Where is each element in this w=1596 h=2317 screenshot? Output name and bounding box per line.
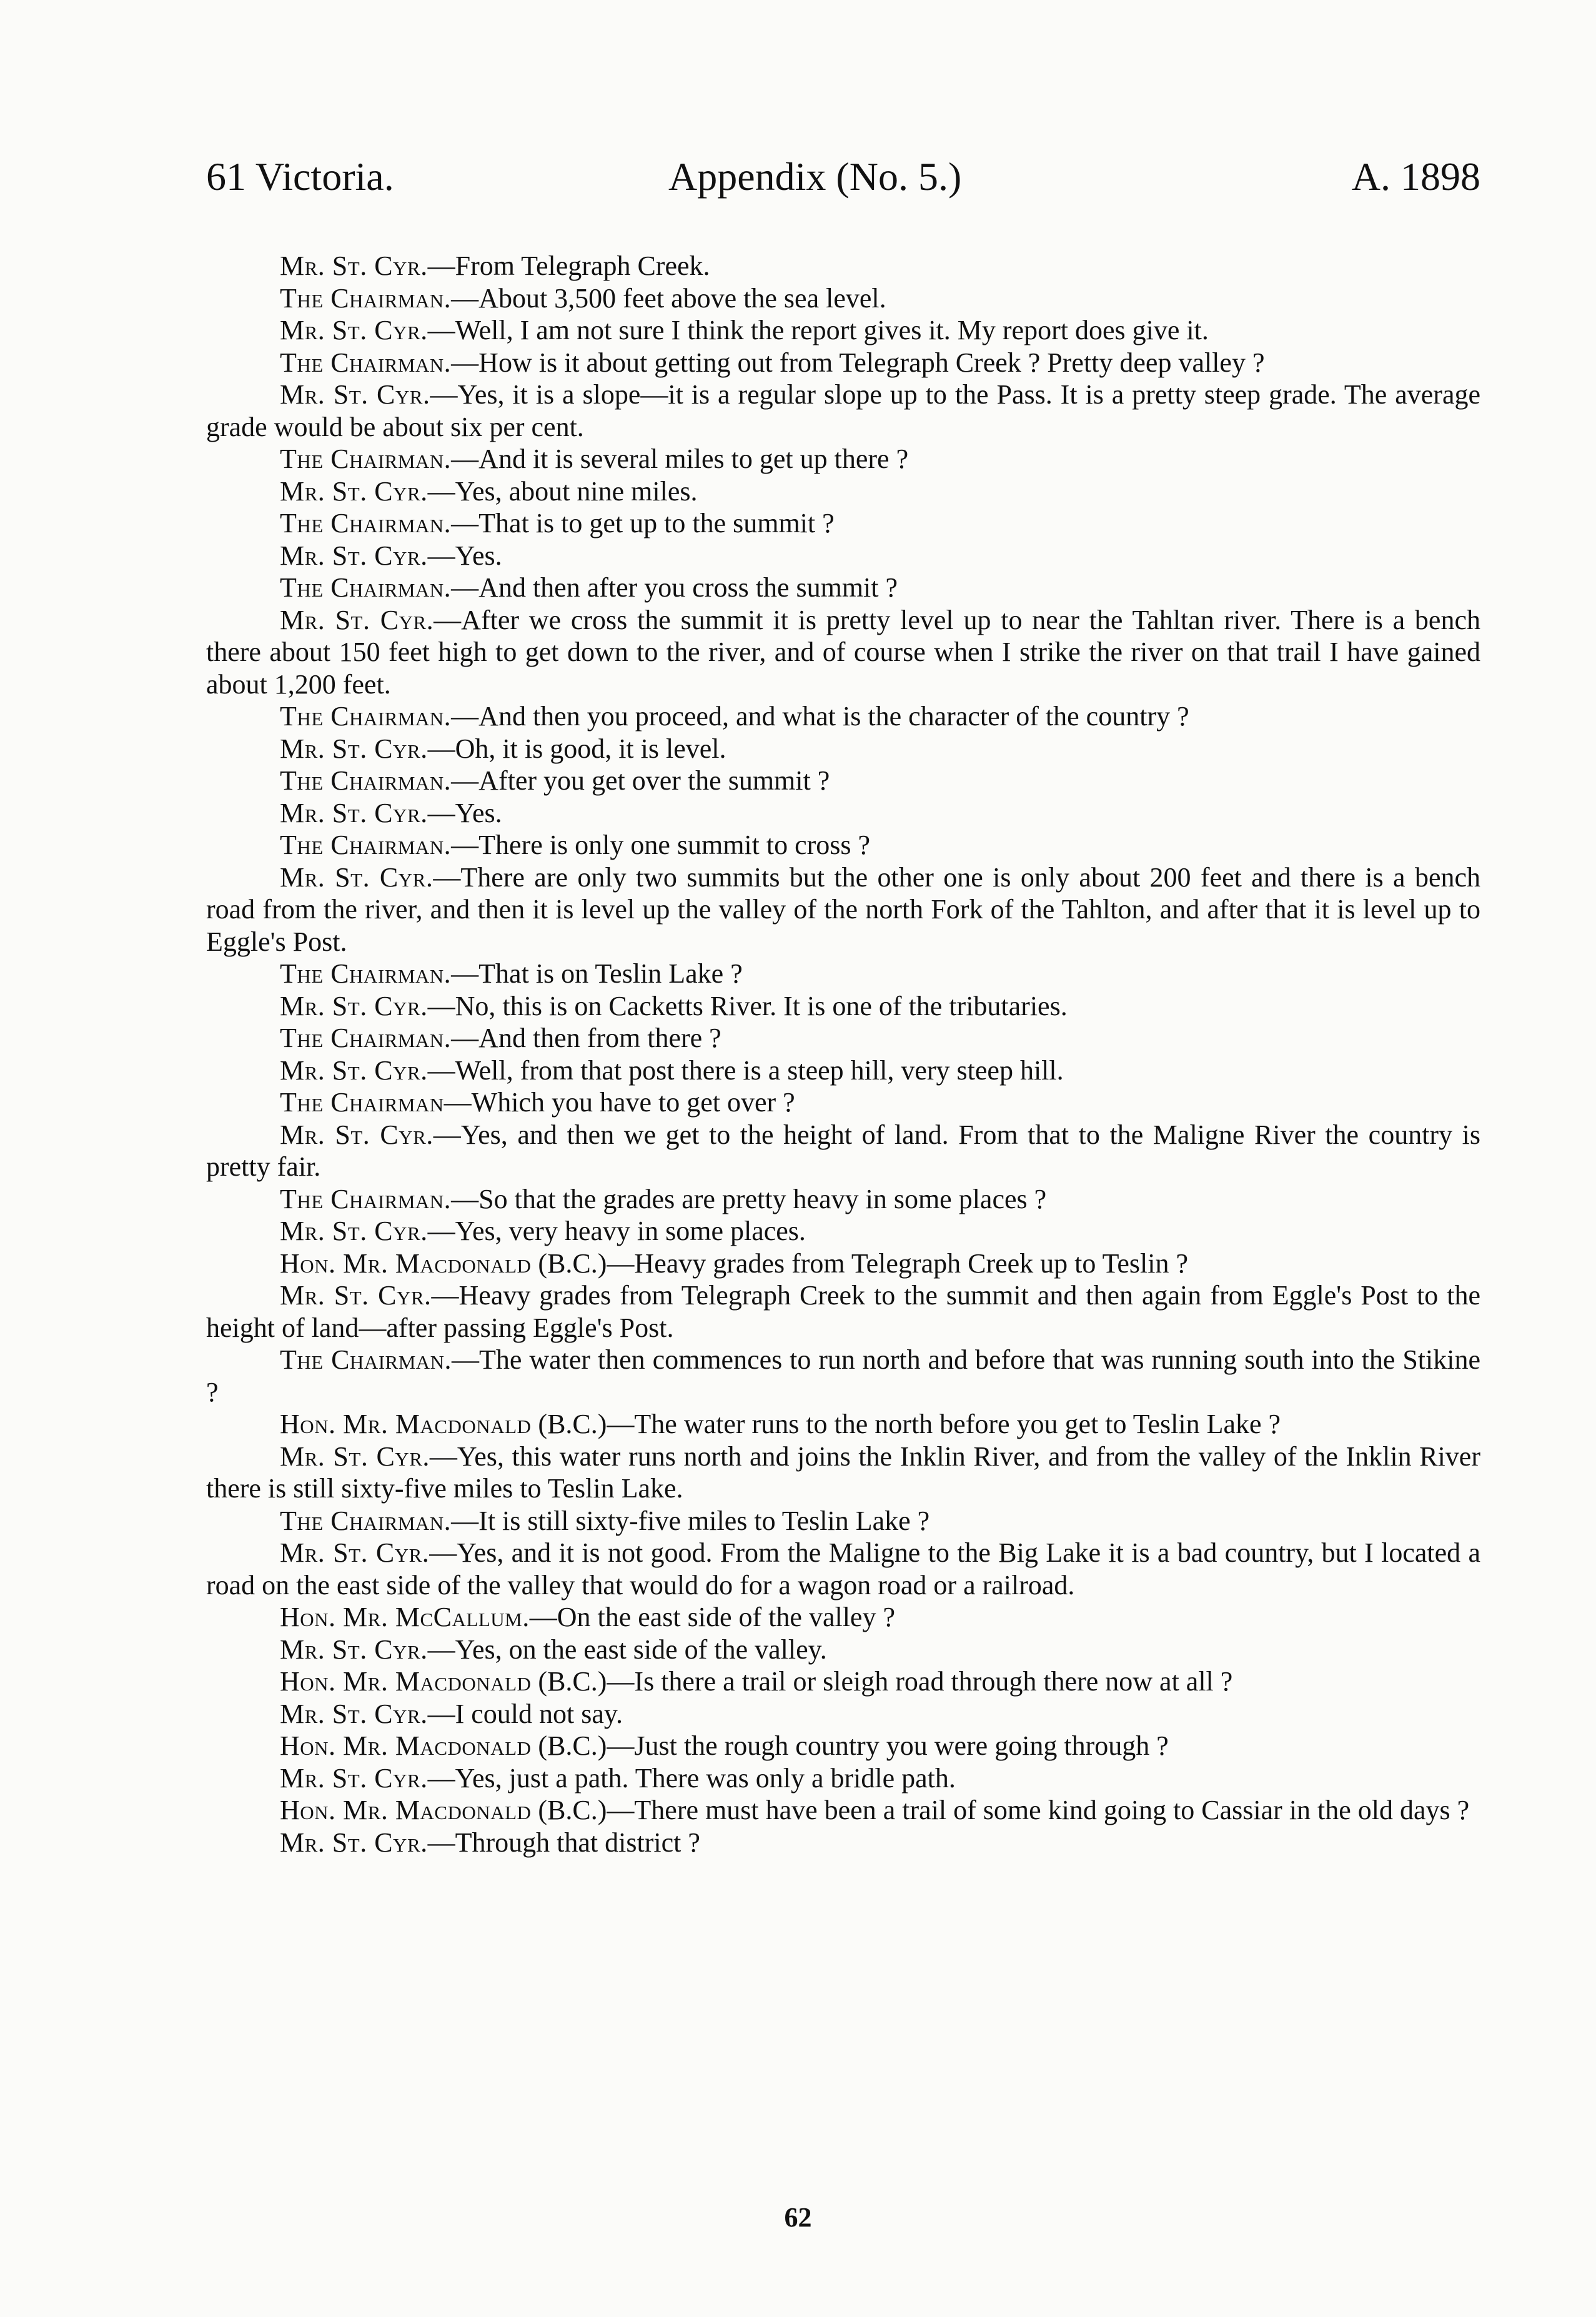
- speaker-name: The Chairman.: [280, 508, 452, 538]
- transcript-paragraph: [206, 1022, 1480, 1054]
- speech-text: (B.C.)—Just the rough country you were going through ?: [531, 1730, 1169, 1761]
- transcript-paragraph: [206, 347, 1480, 379]
- transcript-paragraph: [206, 572, 1480, 604]
- speaker-name: The Chairman.: [280, 1505, 452, 1536]
- transcript-paragraph: [206, 540, 1480, 572]
- transcript-paragraph: [206, 1730, 1480, 1762]
- speaker-name: Mr. St. Cyr.: [280, 990, 428, 1021]
- speaker-name: Mr. St. Cyr.: [280, 1537, 430, 1568]
- speaker-name: The Chairman.: [280, 347, 452, 378]
- speech-text: —Through that district ?: [427, 1827, 700, 1858]
- speech-text: —And then you proceed, and what is the character of the country ?: [451, 701, 1189, 732]
- speech-text: —Yes, about nine miles.: [427, 475, 698, 507]
- transcript-paragraph: [206, 507, 1480, 540]
- speech-text: —Well, I am not sure I think the report gives it. My report does give it.: [427, 315, 1209, 345]
- speaker-name: The Chairman.: [280, 572, 452, 603]
- speech-text: —No, this is on Cacketts River. It is one of the tributaries.: [427, 990, 1068, 1021]
- transcript-paragraph: [206, 475, 1480, 508]
- speech-text: —So that the grades are pretty heavy in some places ?: [451, 1183, 1047, 1214]
- speaker-name: The Chairman.: [280, 1183, 452, 1214]
- speech-text: —About 3,500 feet above the sea level.: [451, 282, 886, 314]
- speaker-name: Mr. St. Cyr.: [280, 1119, 434, 1150]
- transcript-paragraph: [206, 1537, 1480, 1601]
- speaker-name: Hon. Mr. Macdonald: [280, 1666, 532, 1697]
- speaker-name: The Chairman.: [280, 1344, 452, 1375]
- speaker-name: Hon. Mr. Macdonald: [280, 1730, 532, 1761]
- transcript-paragraph: [206, 1408, 1480, 1441]
- speaker-name: Hon. Mr. Macdonald: [280, 1248, 532, 1279]
- transcript-paragraph: [206, 1441, 1480, 1505]
- transcript-paragraph: [206, 700, 1480, 733]
- speaker-name: Mr. St. Cyr.: [280, 733, 428, 764]
- speech-text: —Which you have to get over ?: [444, 1087, 795, 1118]
- speech-text: —Yes, very heavy in some places.: [427, 1216, 806, 1246]
- transcript-paragraph: [206, 1827, 1480, 1859]
- speaker-name: The Chairman.: [280, 1023, 452, 1053]
- speaker-name: Mr. St. Cyr.: [280, 1827, 428, 1858]
- transcript-paragraph: [206, 1248, 1480, 1280]
- speech-text: —Yes, on the east side of the valley.: [427, 1634, 827, 1665]
- transcript-paragraph: [206, 1665, 1480, 1698]
- speaker-name: The Chairman: [280, 1087, 444, 1118]
- speaker-name: Mr. St. Cyr.: [280, 1280, 432, 1311]
- speaker-name: Mr. St. Cyr.: [280, 1441, 430, 1472]
- transcript-paragraph: [206, 443, 1480, 475]
- speech-text: —Yes, and it is not good. From the Maligne to the Big Lake it is a bad country, but I located a road on the east side of the valley that would do for a wagon road or a railroad.: [206, 1537, 1480, 1600]
- speech-text: —After you get over the summit ?: [451, 765, 830, 796]
- speech-text: —And then from there ?: [451, 1023, 721, 1053]
- transcript-paragraph: [206, 250, 1480, 282]
- speaker-name: The Chairman.: [280, 701, 452, 732]
- speaker-name: Mr. St. Cyr.: [280, 1216, 428, 1246]
- speech-text: (B.C.)—The water runs to the north before you get to Teslin Lake ?: [531, 1409, 1281, 1439]
- speaker-name: Mr. St. Cyr.: [280, 1698, 428, 1729]
- speech-text: —Yes, just a path. There was only a bridle path.: [427, 1762, 956, 1794]
- transcript-paragraph: [206, 1601, 1480, 1634]
- speech-text: —And then after you cross the summit ?: [451, 572, 898, 603]
- transcript-paragraph: [206, 733, 1480, 765]
- speech-text: —It is still sixty-five miles to Teslin Lake ?: [451, 1505, 930, 1536]
- transcript-paragraph: [206, 1634, 1480, 1666]
- running-header: [206, 149, 1480, 205]
- speech-text: —Heavy grades from Telegraph Creek to the summit and then again from Eggle's Post to the height of land—after passing Eggle's Post.: [206, 1280, 1480, 1343]
- transcript-paragraph: [206, 1183, 1480, 1216]
- speaker-name: Hon. Mr. McCallum.: [280, 1602, 530, 1632]
- transcript-paragraph: [206, 282, 1480, 315]
- speaker-name: Hon. Mr. Macdonald: [280, 1409, 532, 1439]
- speech-text: (B.C.)—Heavy grades from Telegraph Creek up to Teslin ?: [531, 1248, 1189, 1279]
- speech-text: —Oh, it is good, it is level.: [427, 733, 726, 764]
- header-session: 61 Victoria.: [206, 154, 394, 199]
- speaker-name: The Chairman.: [280, 282, 452, 314]
- speech-text: (B.C.)—Is there a trail or sleigh road through there now at all ?: [531, 1666, 1233, 1697]
- speaker-name: Mr. St. Cyr.: [280, 1762, 428, 1794]
- transcript-paragraph: [206, 990, 1480, 1023]
- speech-text: —And it is several miles to get up there ?: [451, 444, 909, 474]
- transcript-paragraph: [206, 958, 1480, 990]
- speaker-name: Mr. St. Cyr.: [280, 1054, 428, 1086]
- transcript-paragraph: [206, 1698, 1480, 1730]
- speech-text: —I could not say.: [427, 1698, 623, 1729]
- speech-text: —Yes.: [427, 540, 502, 571]
- transcript-paragraph: [206, 829, 1480, 861]
- speech-text: —Yes, it is a slope—it is a regular slope up to the Pass. It is a pretty steep grade. The average grade would be about six per cent.: [206, 379, 1481, 442]
- transcript-paragraph: [206, 1119, 1480, 1183]
- transcript-paragraph: [206, 765, 1480, 797]
- speaker-name: Mr. St. Cyr.: [280, 861, 434, 893]
- speaker-name: Mr. St. Cyr.: [280, 604, 434, 635]
- transcript-paragraph: [206, 797, 1480, 830]
- speech-text: —From Telegraph Creek.: [427, 251, 710, 281]
- transcript-paragraph: [206, 861, 1480, 958]
- speech-text: —On the east side of the valley ?: [529, 1602, 895, 1632]
- header-year: A. 1898: [1351, 154, 1480, 199]
- transcript-paragraph: [206, 1215, 1480, 1248]
- speech-text: —Yes.: [427, 797, 502, 828]
- transcript-paragraph: [206, 1054, 1480, 1087]
- transcript-paragraph: [206, 1344, 1480, 1408]
- speaker-name: Mr. St. Cyr.: [280, 540, 428, 571]
- transcript-paragraph: [206, 379, 1480, 443]
- transcript-body: [206, 250, 1480, 1858]
- speaker-name: Mr. St. Cyr.: [280, 251, 428, 281]
- speech-text: —That is on Teslin Lake ?: [451, 958, 743, 989]
- speaker-name: Mr. St. Cyr.: [280, 315, 428, 345]
- speech-text: —How is it about getting out from Telegraph Creek ? Pretty deep valley ?: [451, 347, 1265, 378]
- transcript-paragraph: [206, 1505, 1480, 1537]
- speaker-name: Hon. Mr. Macdonald: [280, 1795, 532, 1825]
- speaker-name: The Chairman.: [280, 830, 452, 860]
- speaker-name: Mr. St. Cyr.: [280, 475, 428, 507]
- speech-text: —There are only two summits but the other one is only about 200 feet and there is a bench road from the river, and then it is level up the valley of the north Fork of the Tahlton, and after that it is level up to Eggle's Post.: [206, 861, 1481, 957]
- transcript-paragraph: [206, 1086, 1480, 1119]
- transcript-paragraph: [206, 314, 1480, 347]
- speech-text: —Yes, and then we get to the height of land. From that to the Maligne River the country is pretty fair.: [206, 1119, 1480, 1182]
- speech-text: —After we cross the summit it is pretty level up to near the Tahltan river. There is a bench there about 150 feet high to get down to the river, and of course when I strike the river on that trail I have gained about 1,200 feet.: [206, 604, 1480, 700]
- speaker-name: The Chairman.: [280, 765, 452, 796]
- header-appendix: Appendix (No. 5.): [668, 154, 962, 199]
- speaker-name: Mr. St. Cyr.: [280, 1634, 428, 1665]
- speech-text: —There is only one summit to cross ?: [451, 830, 871, 860]
- speech-text: —Well, from that post there is a steep hill, very steep hill.: [427, 1054, 1064, 1086]
- speech-text: —The water then commences to run north and before that was running south into the Stikine ?: [206, 1344, 1480, 1407]
- speaker-name: Mr. St. Cyr.: [280, 379, 430, 410]
- transcript-paragraph: [206, 1279, 1480, 1344]
- transcript-paragraph: [206, 1762, 1480, 1795]
- speaker-name: The Chairman.: [280, 444, 452, 474]
- speaker-name: The Chairman.: [280, 958, 452, 989]
- transcript-paragraph: [206, 604, 1480, 701]
- speech-text: —That is to get up to the summit ?: [451, 508, 835, 538]
- speech-text: —Yes, this water runs north and joins the Inklin River, and from the valley of the Inklin River there is still sixty-five miles to Teslin Lake.: [206, 1441, 1480, 1504]
- transcript-paragraph: [206, 1794, 1480, 1827]
- speech-text: (B.C.)—There must have been a trail of some kind going to Cassiar in the old days ?: [531, 1795, 1470, 1825]
- page-number: 62: [784, 2202, 812, 2233]
- speaker-name: Mr. St. Cyr.: [280, 797, 428, 828]
